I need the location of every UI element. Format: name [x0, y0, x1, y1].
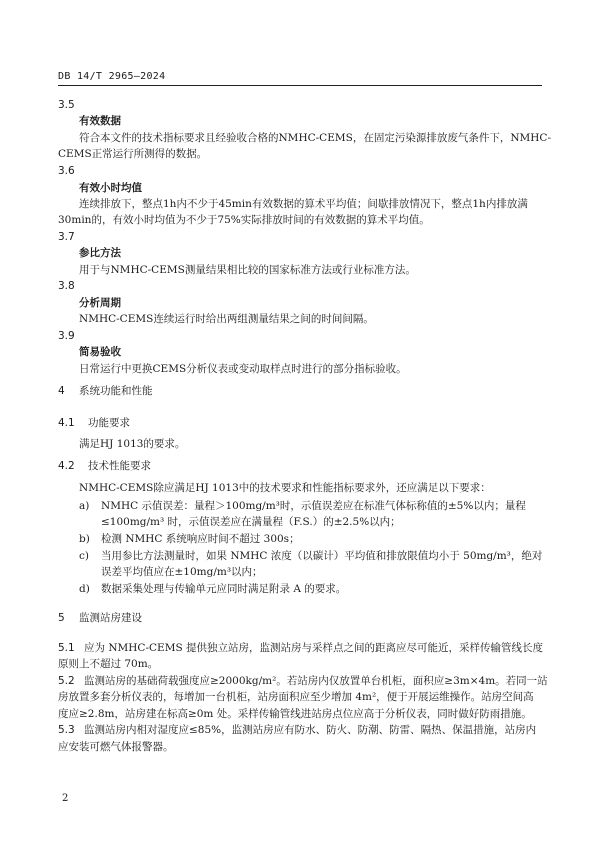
list-item: NMHC 示值误差：量程＞100mg/m³时，示值误差应在标准气体标称值的±5%以内；量程	[101, 500, 526, 512]
term-title: 参比方法	[79, 247, 121, 259]
paragraph: NMHC-CEMS除应满足HJ 1013中的技术要求和性能指标要求外，还应满足以下要求：	[79, 482, 491, 494]
chapter-number: 4	[58, 385, 65, 397]
term-definition: 用于与NMHC-CEMS测量结果相比较的国家标准方法或行业标准方法。	[79, 264, 416, 276]
clause-text: 监测站房的基础荷载强度应≥2000kg/m²。若站房内仅放置单台机柜，面积应≥3m×4m。若同一站	[84, 675, 548, 687]
term-definition: 日常运行中更换CEMS分析仪表或变动取样点时进行的部分指标验收。	[79, 363, 407, 375]
clause-number: 5.1	[58, 642, 75, 654]
list-item: 数据采集处理与传输单元应同时满足附录 A 的要求。	[101, 583, 347, 595]
clause-text: 应为 NMHC-CEMS 提供独立站房，监测站房与采样点之间的距离应尽可能近，采样传输管线长度	[84, 642, 543, 654]
list-marker: d)	[79, 583, 90, 595]
clause-text: 监测站房内相对湿度应≤85%，监测站房应有防水、防火、防潮、防雷、隔热、保温措施，站房内	[84, 724, 537, 736]
section-title: 功能要求	[88, 417, 130, 429]
list-item: 当用参比方法测量时，如果 NMHC 浓度（以碳计）平均值和排放限值均小于 50mg/m³，绝对	[101, 550, 543, 562]
section-number: 3.5	[58, 99, 75, 111]
paragraph: 满足HJ 1013的要求。	[79, 438, 186, 450]
term-definition: NMHC-CEMS连续运行时给出两组测量结果之间的时间间隔。	[79, 313, 374, 325]
section-number: 4.1	[58, 417, 75, 429]
clause-number: 5.2	[58, 675, 75, 687]
section-number: 4.2	[58, 460, 75, 472]
chapter-number: 5	[58, 612, 65, 624]
term-definition: 连续排放下，整点1h内不少于45min有效数据的算术平均值；间歇排放情况下，整点1h内排放满	[79, 198, 528, 210]
list-marker: b)	[79, 533, 90, 545]
term-title: 有效小时均值	[79, 182, 142, 194]
term-title: 简易验收	[79, 346, 121, 358]
term-definition: 30min的，有效小时均值为不少于75%实际排放时间的有效数据的算术平均值。	[58, 214, 430, 226]
list-item: 误差平均值应在±10mg/m³以内；	[101, 566, 263, 578]
list-marker: a)	[79, 500, 90, 512]
standard-code: DB 14/T 2965—2024	[58, 71, 166, 82]
section-number: 3.7	[58, 231, 75, 243]
page-number: 2	[62, 793, 69, 804]
chapter-title: 系统功能和性能	[79, 385, 153, 397]
clause-text: 房放置多套分析仪表的，每增加一台机柜，站房面积应至少增加 4m²，便于开展运维操作。站房空间高	[58, 691, 534, 703]
section-number: 3.9	[58, 330, 75, 342]
list-item: 检测 NMHC 系统响应时间不超过 300s；	[101, 533, 300, 545]
chapter-title: 监测站房建设	[79, 612, 142, 624]
header-rule	[58, 85, 542, 86]
section-title: 技术性能要求	[88, 460, 151, 472]
term-definition: CEMS正常运行所测得的数据。	[58, 148, 208, 160]
term-definition: 符合本文件的技术指标要求且经验收合格的NMHC-CEMS，在固定污染源排放废气条件下，NMHC-	[79, 132, 551, 144]
clause-text: 原则上不超过 70m。	[58, 658, 159, 670]
list-item: ≤100mg/m³ 时，示值误差应在满量程（F.S.）的±2.5%以内；	[101, 516, 401, 528]
section-number: 3.6	[58, 165, 75, 177]
clause-text: 应安装可燃气体报警器。	[58, 741, 174, 753]
list-marker: c)	[79, 550, 89, 562]
term-title: 分析周期	[79, 297, 121, 309]
clause-text: 度应≥2.8m，站房建在标高≥0m 处。采样传输管线进站房点位应高于分析仪表，同时做好防雨措施。	[58, 708, 532, 720]
section-number: 3.8	[58, 280, 75, 292]
clause-number: 5.3	[58, 724, 75, 736]
term-title: 有效数据	[79, 115, 121, 127]
